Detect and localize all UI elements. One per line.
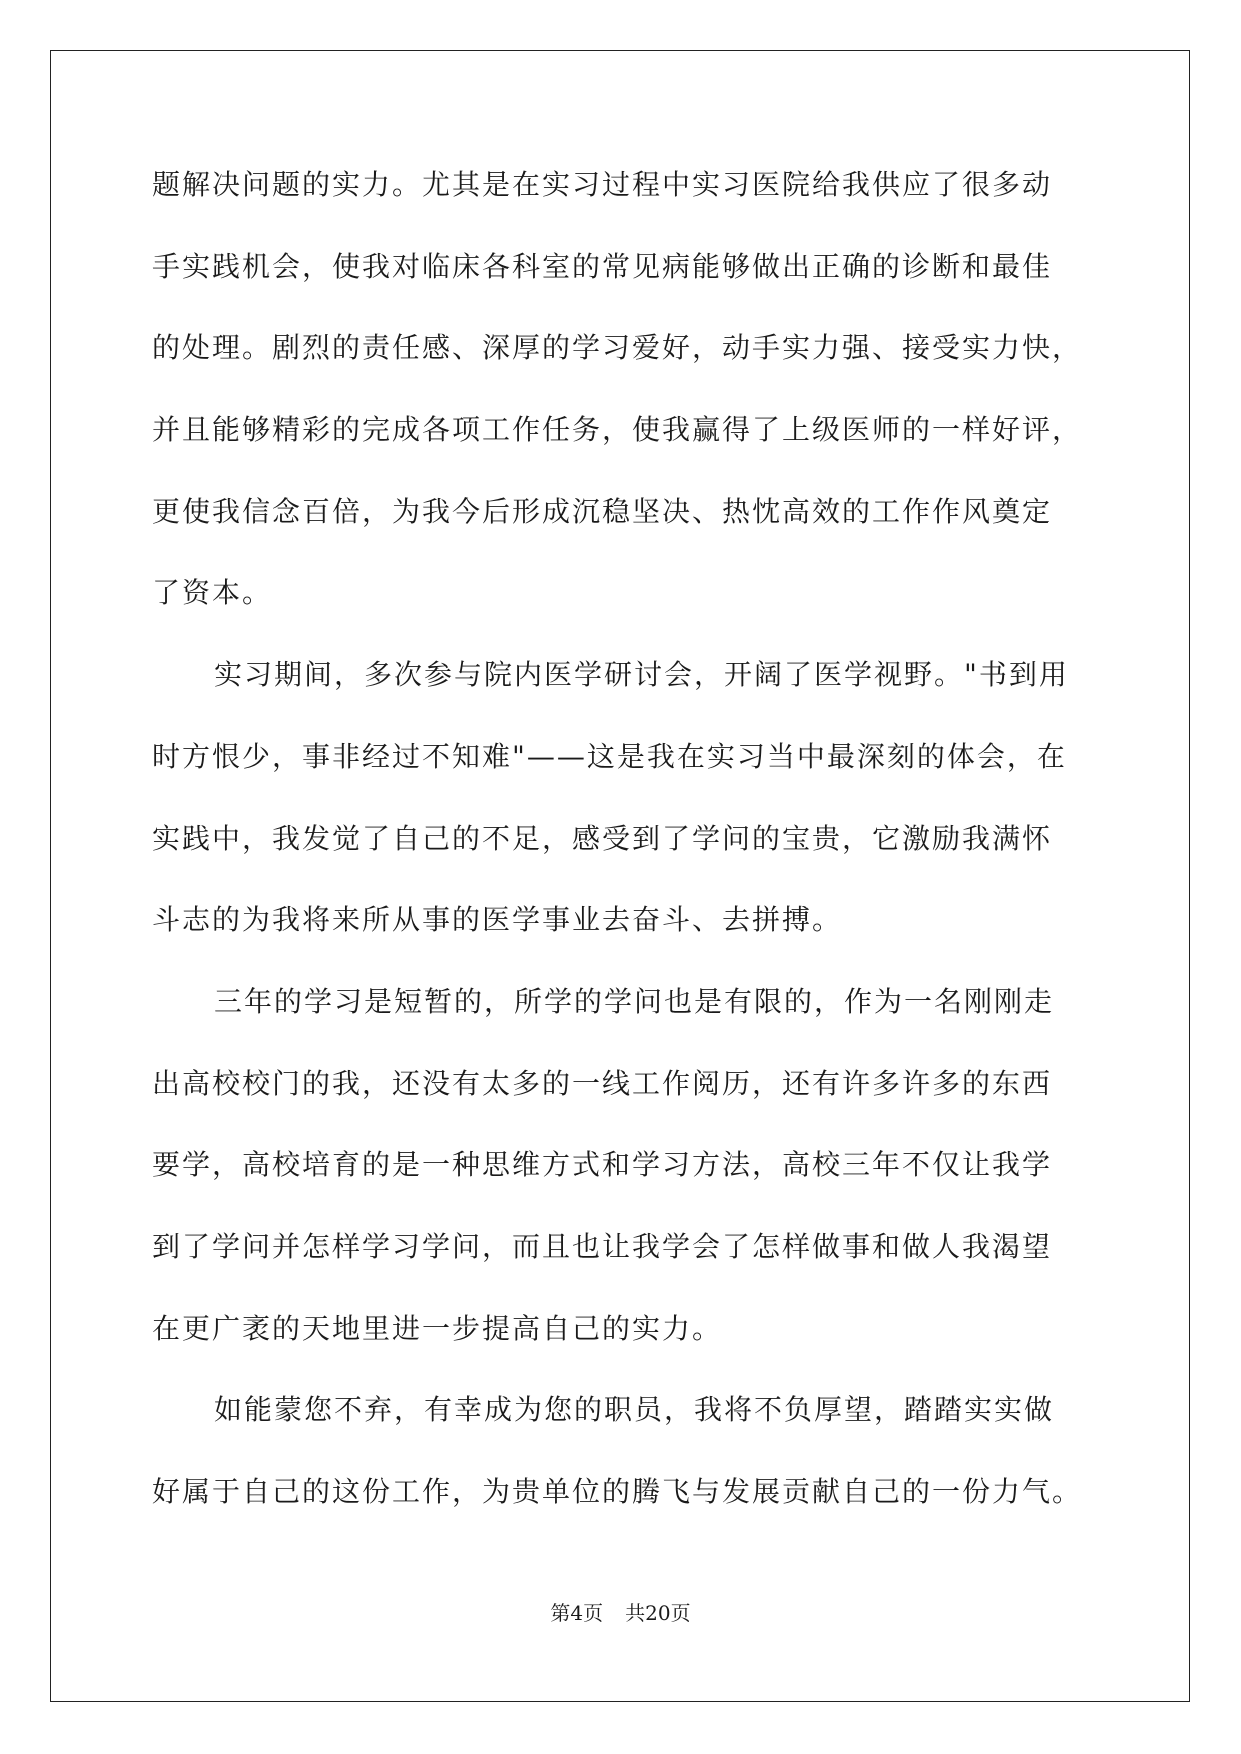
- text-line: 要学，高校培育的是一种思维方式和学习方法，高校三年不仅让我学: [152, 1148, 1053, 1182]
- paragraph-first-line: 实习期间，多次参与院内医学研讨会，开阔了医学视野。"书到用: [214, 658, 1069, 692]
- paragraph-first-line: 三年的学习是短暂的，所学的学问也是有限的，作为一名刚刚走: [214, 984, 1055, 1018]
- text-line: 手实践机会，使我对临床各科室的常见病能够做出正确的诊断和最佳: [152, 249, 1053, 283]
- text-line: 好属于自己的这份工作，为贵单位的腾飞与发展贡献自己的一份力气。: [152, 1475, 1083, 1508]
- text-line: 更使我信念百倍，为我今后形成沉稳坚决、热忱高效的工作作风奠定: [152, 494, 1053, 528]
- paragraph-first-line: 如能蒙您不弃，有幸成为您的职员，我将不负厚望，踏踏实实做: [214, 1393, 1055, 1427]
- page-number-current: 第4页: [550, 1601, 604, 1625]
- text-line: 到了学问并怎样学习学问，而且也让我学会了怎样做事和做人我渴望: [152, 1229, 1053, 1263]
- text-line: 斗志的为我将来所从事的医学事业去奋斗、去拼搏。: [152, 903, 843, 937]
- text-line: 的处理。剧烈的责任感、深厚的学习爱好，动手实力强、接受实力快，: [152, 331, 1083, 365]
- text-line: 了资本。: [152, 576, 273, 610]
- text-line: 出高校校门的我，还没有太多的一线工作阅历，还有许多许多的东西: [152, 1066, 1053, 1100]
- page-number-total: 共20页: [625, 1601, 691, 1625]
- text-line: 时方恨少，事非经过不知难"——这是我在实习当中最深刻的体会，在: [152, 739, 1067, 773]
- text-line: 在更广袤的天地里进一步提高自己的实力。: [152, 1311, 723, 1345]
- text-line: 题解决问题的实力。尤其是在实习过程中实习医院给我供应了很多动: [152, 168, 1053, 201]
- document-body: [152, 165, 1112, 1554]
- page-footer: [0, 1597, 1241, 1626]
- text-line: 并且能够精彩的完成各项工作任务，使我赢得了上级医师的一样好评，: [152, 413, 1083, 447]
- text-line: 实践中，我发觉了自己的不足，感受到了学问的宝贵，它激励我满怀: [152, 821, 1053, 855]
